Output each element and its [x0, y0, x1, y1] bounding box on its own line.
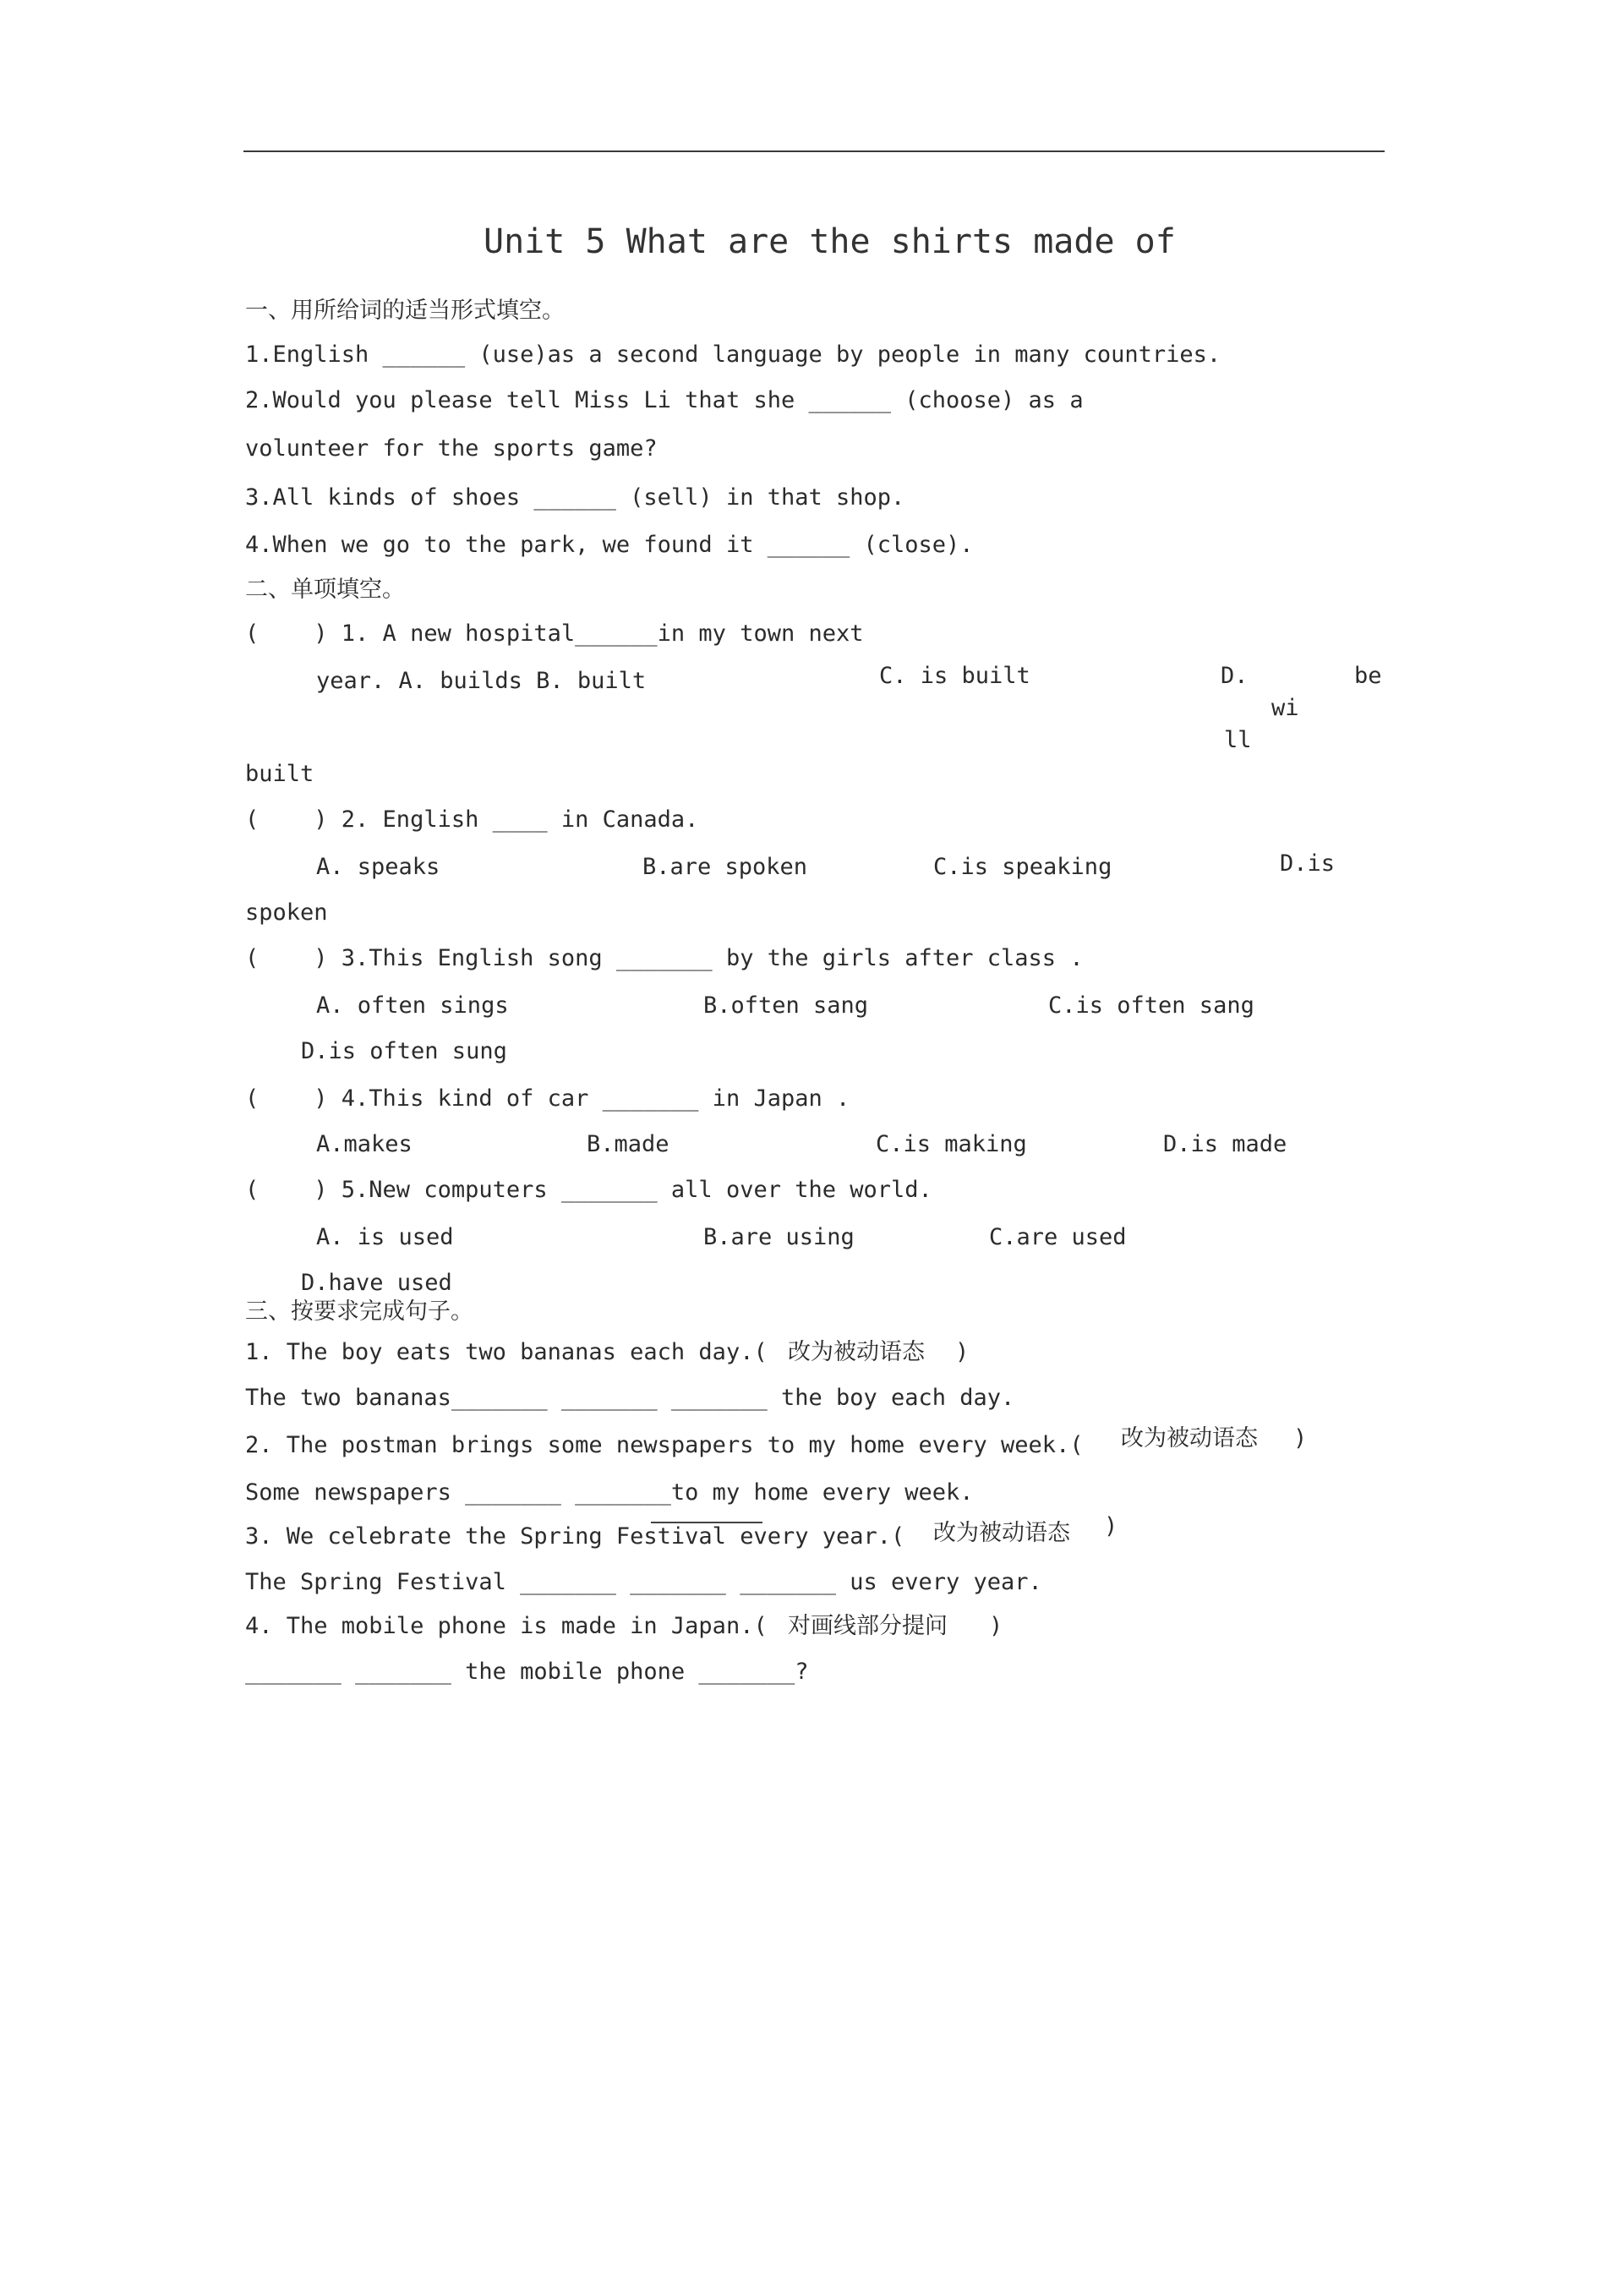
s1-item-2-cont: volunteer for the sports game?	[245, 435, 658, 462]
s3-q2-note: 改为被动语态	[1121, 1425, 1258, 1451]
q1-option-d-tail: built	[245, 761, 314, 787]
q2-option-a: A. speaks	[316, 854, 440, 880]
s3-a2: Some newspapers _______ _______to my home every week.	[245, 1479, 974, 1506]
q4-option-c: C.is making	[876, 1131, 1027, 1157]
q5-option-c: C.are used	[989, 1224, 1127, 1250]
q1-options-ab: year. A. builds B. built	[316, 668, 647, 694]
q3-option-b: B.often sang	[703, 992, 869, 1019]
section3-heading: 三、按要求完成句子。	[245, 1298, 473, 1325]
q1-option-d-ll: ll	[1224, 727, 1252, 753]
q4-stem: ( ) 4.This kind of car _______ in Japan .	[245, 1085, 850, 1112]
s1-item-3: 3.All kinds of shoes ______ (sell) in that shop.	[245, 484, 905, 511]
q2-option-d-tail: spoken	[245, 899, 328, 926]
s3-a3: The Spring Festival _______ _______ _______ us every year.	[245, 1569, 1042, 1595]
q3-option-d: D.is often sung	[301, 1038, 507, 1064]
page-title: Unit 5 What are the shirts made of	[484, 222, 1176, 261]
q3-stem: ( ) 3.This English song _______ by the girls after class .	[245, 945, 1084, 971]
s3-a1: The two bananas_______ _______ _______ the boy each day.	[245, 1385, 1015, 1411]
s3-q4: 4. The mobile phone is made in Japan.(	[245, 1613, 768, 1639]
s3-q2-close: )	[1293, 1425, 1308, 1451]
q5-option-d: D.have used	[301, 1270, 452, 1296]
q2-option-c: C.is speaking	[933, 854, 1112, 880]
header-rule	[243, 150, 1385, 152]
q5-option-a: A. is used	[316, 1224, 454, 1250]
q4-option-a: A.makes	[316, 1131, 413, 1157]
q1-option-d-be: be	[1354, 663, 1382, 689]
s1-item-1: 1.English ______ (use)as a second language by people in many countries.	[245, 342, 1221, 368]
s3-q2: 2. The postman brings some newspapers to my home every week.(	[245, 1432, 1084, 1458]
s3-a4: _______ _______ the mobile phone _______?	[245, 1659, 809, 1685]
q2-option-d: D.is	[1280, 850, 1336, 877]
s3-q3: 3. We celebrate the Spring Festival every year.(	[245, 1523, 905, 1550]
q4-option-d: D.is made	[1163, 1131, 1287, 1157]
s3-q3-note: 改为被动语态	[933, 1520, 1070, 1546]
s1-item-4: 4.When we go to the park, we found it ______ (close).	[245, 532, 974, 558]
s3-q1-close: )	[955, 1339, 970, 1365]
section1-heading: 一、用所给词的适当形式填空。	[245, 298, 565, 324]
s3-q3-close: )	[1104, 1513, 1118, 1539]
q2-stem: ( ) 2. English ____ in Canada.	[245, 806, 699, 833]
q2-option-b: B.are spoken	[642, 854, 808, 880]
q3-option-c: C.is often sang	[1048, 992, 1254, 1019]
q5-option-b: B.are using	[703, 1224, 855, 1250]
q1-option-d: D.	[1221, 663, 1249, 689]
s3-q4-note: 对画线部分提问	[788, 1613, 948, 1639]
q5-stem: ( ) 5.New computers _______ all over the world.	[245, 1177, 932, 1203]
s1-item-2: 2.Would you please tell Miss Li that she ______ (choose) as a	[245, 387, 1084, 413]
s3-q4-close: )	[989, 1613, 1003, 1639]
section2-heading: 二、单项填空。	[245, 577, 405, 603]
q3-option-a: A. often sings	[316, 992, 509, 1019]
q1-option-d-wi: wi	[1271, 695, 1299, 721]
s3-q1: 1. The boy eats two bananas each day.(	[245, 1339, 768, 1365]
q4-option-b: B.made	[587, 1131, 669, 1157]
s3-q1-note: 改为被动语态	[788, 1339, 925, 1365]
q1-stem: ( ) 1. A new hospital______in my town next	[245, 620, 864, 647]
q1-option-c: C. is built	[879, 663, 1030, 689]
